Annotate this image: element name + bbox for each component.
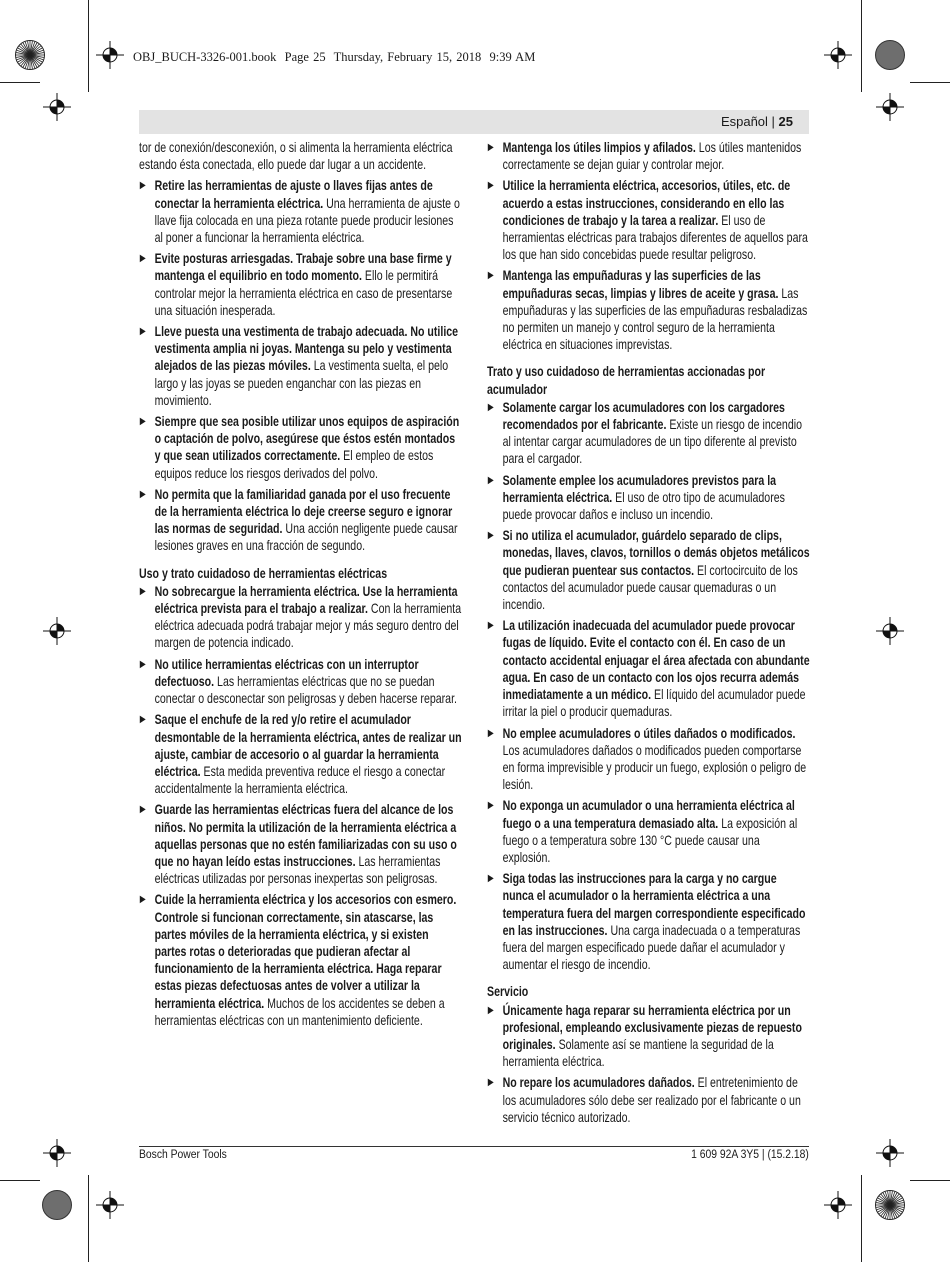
bold-instruction: No emplee acumuladores o útiles dañados o modificados.	[502, 725, 796, 741]
bold-instruction: No sobrecargue la herramienta eléctrica. Use la herramienta eléctrica prevista para el trabajo a realizar.	[154, 583, 458, 617]
explanation-text: Existe un riesgo de incendio al intentar cargar acumuladores de un tipo diferente al previsto para el cargador.	[502, 417, 802, 467]
header-separator: |	[767, 114, 779, 129]
registration-crosshair-icon	[96, 41, 124, 69]
bullet-item	[487, 797, 810, 866]
bullet-item	[487, 725, 810, 794]
bold-instruction: Siga todas las instrucciones para la carga y no cargue nunca el acumulador o la herramienta eléctrica a una temperatura fuera del margen correspondiente especificado en las instrucciones.	[502, 871, 806, 938]
explanation-text: El uso de herramientas eléctricas para trabajos diferentes de aquellos para los que han sido concebidas puede resultar peligroso.	[502, 212, 808, 263]
heading-text: Servicio	[487, 984, 529, 1000]
bullet-item	[139, 486, 462, 555]
bold-instruction: La utilización inadecuada del acumulador puede provocar fugas de líquido. Evite el contacto con él. En caso de un contacto accidental enjuagar el área afectada con abundante agua. En caso de un contacto con los ojos recurra además inmediatamente a un médico.	[502, 618, 810, 703]
crop-line	[861, 0, 862, 92]
explanation-text: Esta medida preventiva reduce el riesgo a conectar accidentalmente la herramienta eléctrica.	[154, 763, 446, 797]
print-slug: OBJ_BUCH-3326-001.book Page 25 Thursday, February 15, 2018 9:39 AM	[133, 50, 536, 64]
bold-instruction: Retire las herramientas de ajuste o llaves fijas antes de conectar la herramienta eléctrica.	[154, 178, 433, 211]
bullet-item	[487, 1074, 810, 1126]
bullet-item	[139, 583, 462, 652]
bold-instruction: No utilice herramientas eléctricas con un interruptor defectuoso.	[154, 656, 419, 689]
paragraph	[139, 139, 462, 173]
page-number: 25	[778, 114, 793, 129]
footer-doc-number: 1 609 92A 3Y5 | (15.2.18)	[691, 1149, 809, 1161]
bullet-item	[487, 870, 810, 973]
registration-crosshair-icon	[876, 1139, 904, 1167]
bold-instruction: Saque el enchufe de la red y/o retire el acumulador desmontable de la herramienta eléctrica, antes de realizar un ajuste, cambiar de accesorio o al guardar la herramienta eléctrica.	[154, 712, 462, 779]
crop-line	[0, 1180, 40, 1181]
footer-brand: Bosch Power Tools	[139, 1149, 227, 1161]
bullet-item	[139, 177, 462, 246]
left-column	[139, 139, 462, 1033]
crop-line	[88, 1175, 89, 1262]
bullet-item	[487, 139, 810, 173]
footer-rule	[139, 1146, 809, 1147]
crop-line	[0, 82, 40, 83]
bold-instruction: Solamente emplee los acumuladores previstos para la herramienta eléctrica.	[502, 472, 777, 505]
bold-instruction: Siempre que sea posible utilizar unos equipos de aspiración o captación de polvo, asegúrese que éstos estén montados y que sean utilizados correctamente.	[154, 414, 460, 464]
explanation-text: Ello le permitirá controlar mejor la herramienta eléctrica en caso de presentarse una situación inesperada.	[154, 268, 453, 318]
explanation-text: Una herramienta de ajuste o llave fija colocada en una pieza rotante puede producir lesiones al poner a funcionar la herramienta eléctrica.	[154, 195, 460, 246]
registration-starburst-icon	[15, 40, 45, 70]
bold-instruction: Guarde las herramientas eléctricas fuera del alcance de los niños. No permita la utilización de la herramienta eléctrica a aquellas personas que no estén familiarizadas con su uso o que no hayan leído estas instrucciones.	[154, 802, 457, 869]
bold-instruction: Mantenga las empuñaduras y las superficies de las empuñaduras secas, limpias y libres de aceite y grasa.	[502, 268, 779, 301]
bold-instruction: No permita que la familiaridad ganada por el uso frecuente de la herramienta eléctrica lo deje creerse seguro e ignorar las normas de seguridad.	[154, 486, 453, 537]
bold-instruction: Mantenga los útiles limpios y afilados.	[502, 140, 696, 155]
explanation-text: El empleo de estos equipos reduce los riesgos derivados del polvo.	[154, 448, 434, 481]
registration-gray-disc-icon	[875, 40, 905, 70]
bullet-item	[487, 177, 810, 263]
heading-text: Trato y uso cuidadoso de herramientas accionadas por acumulador	[487, 364, 766, 397]
explanation-text: Las herramientas eléctricas que no se puedan conectar o desconectar son peligrosas y deben hacerse reparar.	[154, 673, 457, 707]
registration-crosshair-icon	[824, 41, 852, 69]
bold-instruction: Solamente cargar los acumuladores con los cargadores recomendados por el fabricante.	[502, 399, 785, 433]
explanation-text: La vestimenta suelta, el pelo largo y las joyas se pueden enganchar con las piezas en movimiento.	[154, 358, 449, 408]
explanation-text: Una carga inadecuada o a temperaturas fuera del margen especificado puede dañar el acumulador y aumentar el riesgo de incendio.	[502, 922, 801, 973]
crop-line	[88, 0, 89, 92]
explanation-text: El uso de otro tipo de acumuladores puede provocar daños e incluso un incendio.	[502, 489, 785, 523]
bold-instruction: Utilice la herramienta eléctrica, accesorios, útiles, etc. de acuerdo a estas instrucciones, considerando en ello las condiciones de trabajo y la tarea a realizar.	[502, 178, 791, 228]
bullet-item	[139, 250, 462, 319]
bold-instruction: Si no utiliza el acumulador, guárdelo separado de clips, monedas, llaves, clavos, tornillos o demás objetos metálicos que pudieran puentear sus contactos.	[502, 528, 810, 578]
explanation-text: Las herramientas eléctricas utilizadas por personas inexpertas son peligrosas.	[154, 853, 441, 887]
explanation-text: Los útiles mantenidos correctamente se dejan guiar y controlar mejor.	[502, 140, 802, 173]
crop-line	[910, 1180, 950, 1181]
bold-instruction: Lleve puesta una vestimenta de trabajo adecuada. No utilice vestimenta amplia ni joyas. Mantenga su pelo y vestimenta alejados de las piezas móviles.	[154, 324, 459, 374]
explanation-text: La exposición al fuego o a temperatura sobre 130 °C puede causar una explosión.	[502, 815, 798, 865]
registration-crosshair-icon	[96, 1191, 124, 1219]
bullet-item	[487, 399, 810, 468]
explanation-text: El cortocircuito de los contactos del acumulador puede causar quemaduras o un incendio.	[502, 562, 798, 613]
registration-gray-disc-icon	[42, 1190, 72, 1220]
registration-crosshair-icon	[824, 1191, 852, 1219]
registration-crosshair-icon	[876, 617, 904, 645]
crop-line	[910, 82, 950, 83]
bullet-item	[139, 413, 462, 482]
registration-crosshair-icon	[43, 1139, 71, 1167]
crop-line	[861, 1175, 862, 1262]
registration-crosshair-icon	[43, 93, 71, 121]
section-title: Español	[720, 114, 768, 129]
bullet-item	[487, 527, 810, 613]
explanation-text: Con la herramienta eléctrica adecuada podrá trabajar mejor y más seguro dentro del margen de potencia indicado.	[154, 601, 462, 651]
registration-crosshair-icon	[876, 93, 904, 121]
bullet-item	[487, 1002, 810, 1071]
bold-instruction: Evite posturas arriesgadas. Trabaje sobre una base firme y mantenga el equilibrio en todo momento.	[154, 251, 452, 284]
explanation-text: Solamente así se mantiene la seguridad de la herramienta eléctrica.	[502, 1036, 774, 1070]
explanation-text: tor de conexión/desconexión, o si alimenta la herramienta eléctrica estando ésta conectada, ello puede dar lugar a un accidente.	[139, 140, 453, 173]
bullet-item	[487, 472, 810, 524]
bullet-item	[139, 891, 462, 1029]
section-heading	[139, 565, 462, 582]
bold-instruction: Únicamente haga reparar su herramienta eléctrica por un profesional, empleando exclusivamente piezas de repuesto originales.	[502, 1002, 802, 1052]
explanation-text: Los acumuladores dañados o modificados pueden comportarse en forma imprevisible y producir un fuego, explosión o peligro de lesión.	[502, 742, 807, 793]
registration-starburst-icon	[875, 1190, 905, 1220]
bullet-item	[139, 323, 462, 409]
explanation-text: Muchos de los accidentes se deben a herramientas eléctricas con un mantenimiento deficiente.	[154, 995, 445, 1028]
explanation-text: El entretenimiento de los acumuladores sólo debe ser realizado por el fabricante o un servicio técnico autorizado.	[502, 1075, 801, 1125]
section-heading	[487, 363, 810, 397]
bullet-item	[139, 656, 462, 708]
explanation-text: Una acción negligente puede causar lesiones graves en una fracción de segundo.	[154, 521, 458, 554]
bold-instruction: No exponga un acumulador o una herramienta eléctrica al fuego o a una temperatura demasiado alta.	[502, 798, 795, 831]
bold-instruction: No repare los acumuladores dañados.	[502, 1075, 695, 1091]
section-heading	[487, 983, 810, 1000]
explanation-text: Las empuñaduras y las superficies de las empuñaduras resbaladizas no permiten un manejo y control seguro de la herramienta eléctrica en situaciones imprevistas.	[502, 285, 808, 353]
right-column	[487, 139, 810, 1130]
registration-crosshair-icon	[43, 617, 71, 645]
bold-instruction: Cuide la herramienta eléctrica y los accesorios con esmero. Controle si funcionan correctamente, sin atascarse, las partes móviles de la herramienta eléctrica, y si existen partes rotas o deterioradas que pudieran afectar al funcionamiento de la herramienta eléctrica. Haga reparar estas piezas defectuosas antes de volver a utilizar la herramienta eléctrica.	[154, 892, 457, 1011]
bullet-item	[487, 267, 810, 353]
page-header	[721, 114, 793, 129]
bullet-item	[139, 711, 462, 797]
explanation-text: El líquido del acumulador puede irritar la piel o producir quemaduras.	[502, 687, 806, 720]
page-header-bar	[139, 110, 809, 134]
bullet-item	[487, 617, 810, 720]
heading-text: Uso y trato cuidadoso de herramientas eléctricas	[139, 565, 388, 581]
bullet-item	[139, 801, 462, 887]
